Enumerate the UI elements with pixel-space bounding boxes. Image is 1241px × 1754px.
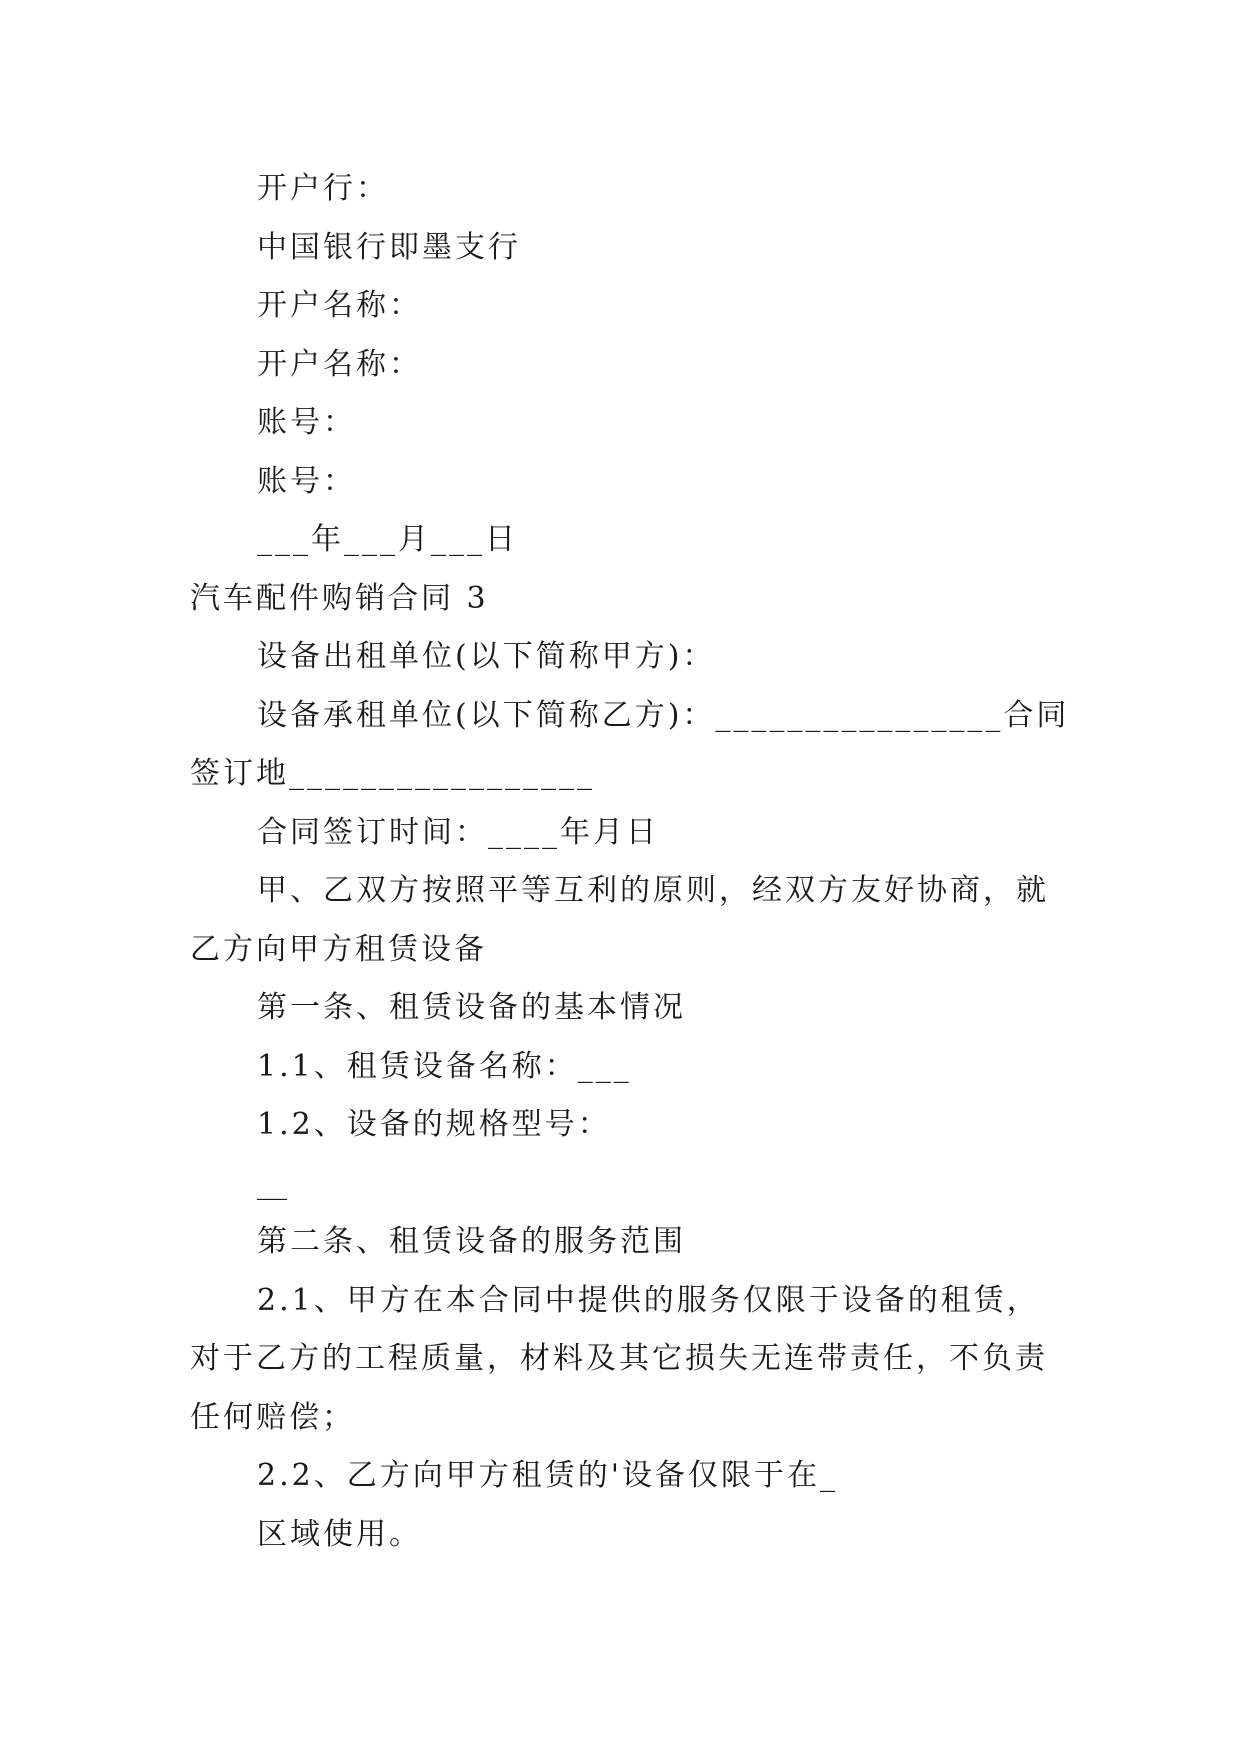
lessee-line: 设备承租单位(以下简称乙方)：________________合同 [257,697,1070,733]
account-name-label-b: 开户名称： [257,346,422,382]
clause-1-2-blank: __ [257,1165,287,1201]
signing-time-line: 合同签订时间：____年月日 [257,814,659,850]
clause-2-2: 2.2、乙方向甲方租赁的'设备仅限于在_ [257,1458,838,1493]
signing-date-line: ___年___月___日 [257,522,518,557]
document-page [190,160,1070,1564]
preamble-line-1: 甲、乙双方按照平等互利的原则，经双方友好协商，就 [257,873,1049,908]
clause-1-1: 1.1、租赁设备名称：___ [257,1048,632,1084]
signing-place-line: 签订地_________________ [190,756,595,791]
account-name-label-a: 开户名称： [257,288,422,323]
clause-1-2: 1.2、设备的规格型号： [257,1107,611,1142]
lessor-line: 设备出租单位(以下简称甲方)： [257,639,716,674]
preamble-line-2: 乙方向甲方租赁设备 [190,931,487,967]
clause-2-2-continued: 区域使用。 [257,1516,422,1552]
account-number-label-b: 账号： [257,463,356,499]
section-title: 汽车配件购销合同 3 [190,580,489,616]
clause-2-1-line-1: 2.1、甲方在本合同中提供的服务仅限于设备的租赁， [257,1282,1040,1318]
article-1-heading: 第一条、租赁设备的基本情况 [257,990,686,1025]
clause-2-1-line-2: 对于乙方的工程质量，材料及其它损失无连带责任，不负责 [190,1341,1048,1376]
article-2-heading: 第二条、租赁设备的服务范围 [257,1224,686,1259]
bank-label: 开户行： [257,171,389,206]
clause-2-1-line-3: 任何赔偿； [190,1399,355,1435]
bank-name: 中国银行即墨支行 [257,229,521,265]
account-number-label-a: 账号： [257,405,356,440]
